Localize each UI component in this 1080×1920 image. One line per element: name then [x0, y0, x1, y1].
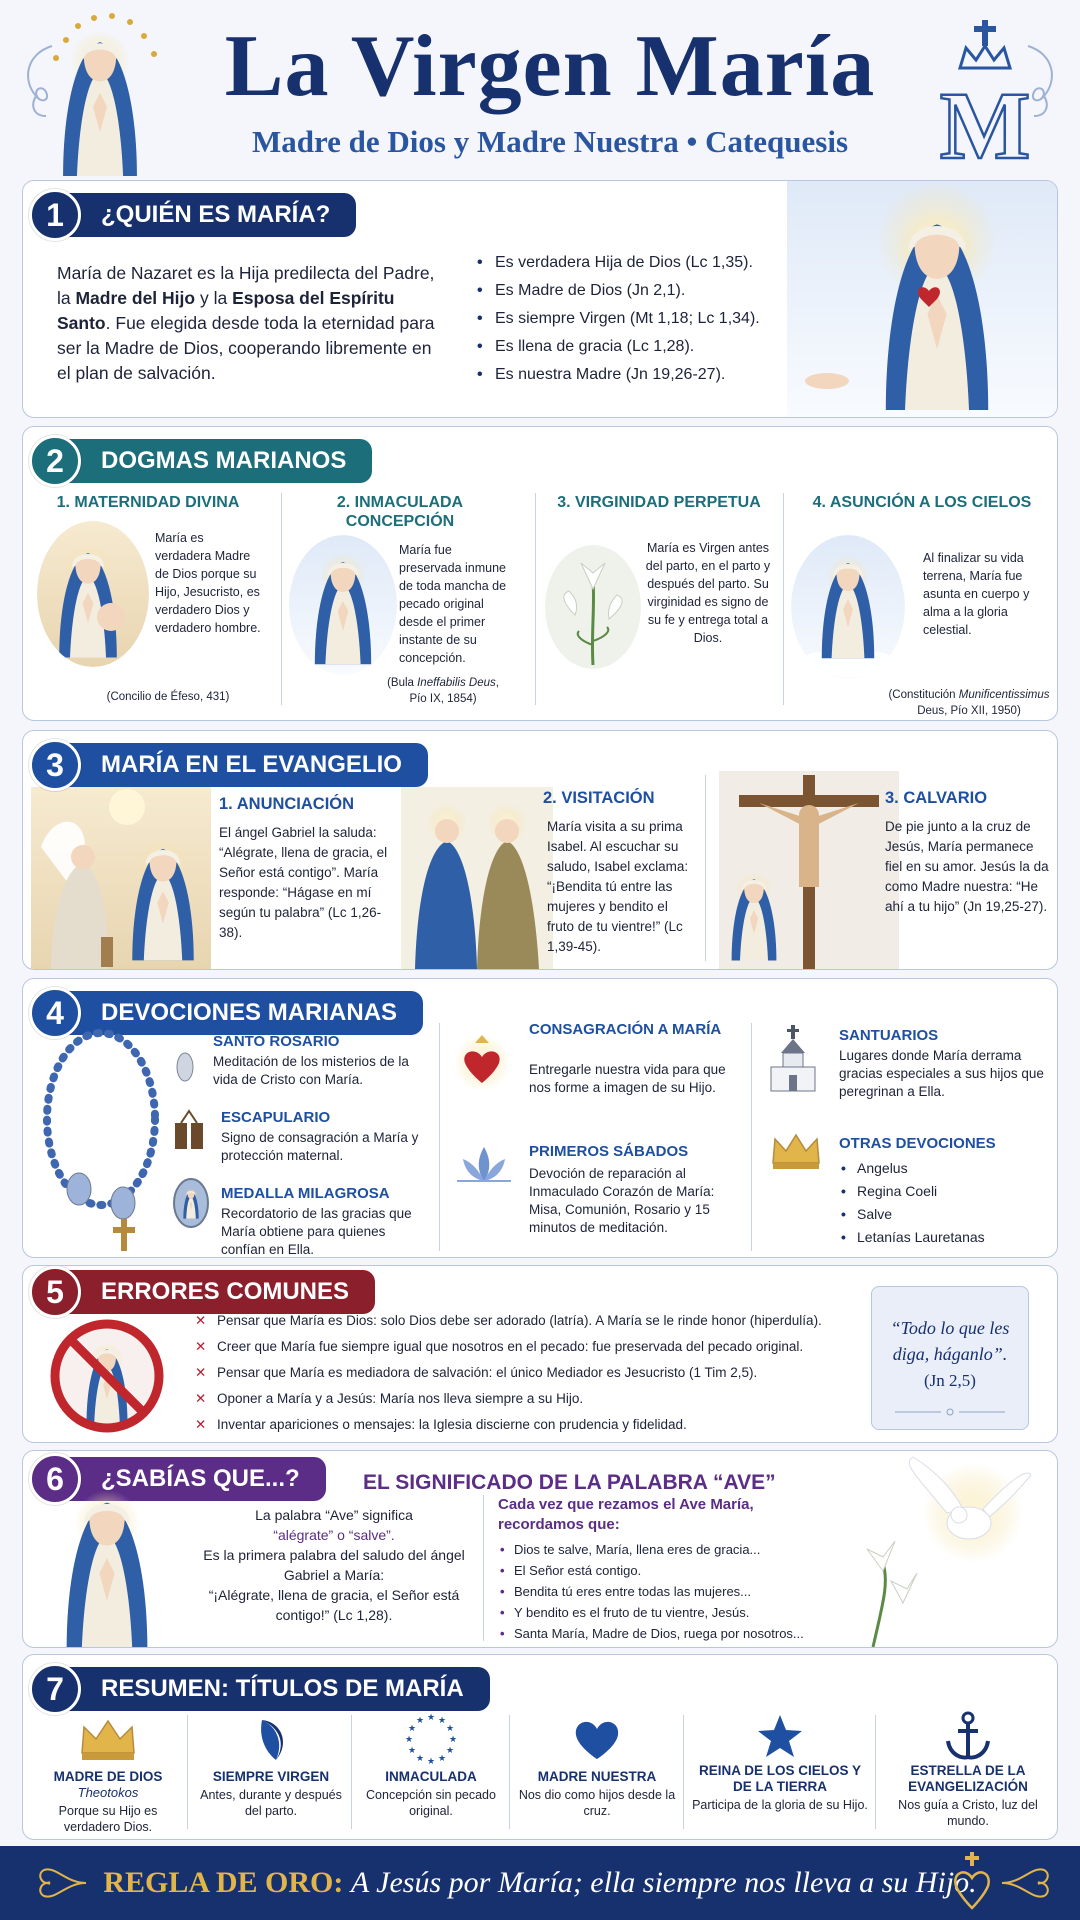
svg-text:★: ★ — [426, 1757, 436, 1766]
gospel-event-text: María visita a su prima Isabel. Al escuchar su saludo, Isabel exclama: “¡Bendita tú entre las mujeres y bendito el fruto de tu vientre!” (Lc 1,39-45). — [547, 819, 689, 954]
column-divider — [535, 493, 536, 705]
devotion-title: CONSAGRACIÓN A MARÍA — [529, 1021, 722, 1038]
annunciation-image — [31, 787, 211, 969]
quote-text: “Todo lo que les diga, háganlo”. — [890, 1318, 1010, 1364]
column-divider — [281, 493, 282, 705]
list-item: • Salve — [839, 1203, 985, 1226]
star-icon — [756, 1713, 804, 1759]
svg-text:★: ★ — [445, 1724, 455, 1734]
dogma-text: María es Virgen antes del parto, en el parto y después del parto. Su virginidad es signo de su fe y entrega total a Dios. — [645, 541, 771, 645]
quote-box — [871, 1286, 1029, 1430]
mary-facts-list — [473, 249, 793, 389]
list-item: • Es Madre de Dios (Jn 2,1). — [473, 277, 793, 305]
dogma-text: María es verdadera Madre de Dios porque su Hijo, Jesucristo, es verdadero Dios y verdadero hombre. — [155, 531, 261, 635]
dogma-immaculate-conception — [289, 493, 511, 713]
title-mother-of-god — [31, 1711, 185, 1834]
title-our-mother — [515, 1711, 679, 1831]
section-marian-devotions — [22, 978, 1058, 1258]
ave-meaning-title: EL SIGNIFICADO DE LA PALABRA “AVE” — [363, 1471, 776, 1494]
title-name: ESTRELLA DE LA EVANGELIZACIÓN — [908, 1763, 1028, 1794]
section-did-you-know — [22, 1450, 1058, 1648]
list-item: • Santa María, Madre de Dios, ruega por nosotros... — [498, 1623, 804, 1644]
svg-text:M: M — [939, 72, 1031, 168]
devotion-title: ESCAPULARIO — [221, 1109, 331, 1126]
column-divider — [751, 1023, 752, 1251]
devotion-title: OTRAS DEVOCIONES — [839, 1135, 996, 1152]
immaculate-heart-icon — [451, 1027, 513, 1095]
svg-text:★: ★ — [448, 1735, 458, 1745]
title-description: Concepción sin pecado original. — [366, 1788, 496, 1818]
section-number: 5 — [29, 1266, 81, 1318]
title-description: Participa de la gloria de su Hijo. — [692, 1798, 868, 1812]
section-title: MARÍA EN EL EVANGELIO — [67, 743, 428, 787]
section-number: 1 — [29, 189, 81, 241]
who-is-mary-text — [57, 261, 437, 386]
dogma-citation: (Constitución Munificentissimus Deus, Pío XII, 1950) — [888, 689, 1050, 717]
miraculous-medal-icon — [171, 1175, 211, 1229]
title-description: Porque su Hijo es verdadero Dios. — [58, 1804, 158, 1834]
list-item: • Y bendito es el fruto de tu vientre, Jesús. — [498, 1602, 804, 1623]
devotion-text: Signo de consagración a María y protección maternal. — [221, 1130, 419, 1163]
devotion-text: Devoción de reparación al Inmaculado Corazón de María: Misa, Comunión, Rosario y 15 minutos de meditación. — [529, 1166, 715, 1235]
svg-text:★: ★ — [437, 1716, 447, 1726]
madonna-child-image — [37, 521, 149, 667]
list-item: • Dios te salve, María, llena eres de gracia... — [498, 1539, 804, 1560]
stars-icon — [404, 1712, 458, 1766]
section-title: DEVOCIONES MARIANAS — [67, 991, 423, 1035]
section-number: 2 — [29, 435, 81, 487]
golden-rule-label: REGLA DE ORO: — [103, 1866, 344, 1899]
dogma-title: 3. VIRGINIDAD PERPETUA — [557, 494, 761, 511]
list-item: • Es llena de gracia (Lc 1,28). — [473, 333, 793, 361]
gospel-event-text: El ángel Gabriel la saluda: “Alégrate, llena de gracia, el Señor está contigo”. María responde: “Hágase en mí según tu palabra” (Lc 1,26-38). — [219, 825, 388, 940]
golden-rule-text — [103, 1866, 976, 1900]
dogma-title: 1. MATERNIDAD DIVINA — [56, 494, 240, 511]
dogma-divine-motherhood — [33, 493, 263, 713]
list-item: ✕ Pensar que María es Dios: solo Dios debe ser adorado (latría). A María se le rinde honor (hiperdulía). — [193, 1308, 822, 1334]
dogma-text: María fue preservada inmune de toda mancha de pecado original desde el primer instante de su concepción. — [399, 543, 507, 665]
dogma-text: Al finalizar su vida terrena, María fue asunta en cuerpo y alma a la gloria celestial. — [923, 551, 1030, 637]
title-name: MADRE DE DIOS — [53, 1769, 163, 1784]
gospel-event-title: 3. CALVARIO — [885, 789, 988, 807]
title-description: Nos dio como hijos desde la cruz. — [518, 1788, 676, 1818]
errors-list — [193, 1308, 822, 1438]
section-titles-summary — [22, 1654, 1058, 1840]
ave-explanation: La palabra “Ave” significa “alégrate” o “salve”. Es la primera palabra del saludo del ángel Gabriel a María: “¡Alégrate, llena de gracia, el Señor está contigo!” (Lc 1,28). — [203, 1507, 465, 1623]
dogma-title: 2. INMACULADA CONCEPCIÓN — [336, 494, 464, 530]
intro-line-1: María de Nazaret es la Hija predilecta del Padre, — [57, 263, 435, 283]
title-ever-virgin — [193, 1711, 349, 1831]
list-item: • Angelus — [839, 1157, 985, 1180]
intro-line-3: Fue elegida desde toda la eternidad para ser la Madre de Dios, cooperando libremente en el plan de salvación. — [57, 313, 435, 383]
list-item: • Es nuestra Madre (Jn 19,26-27). — [473, 361, 793, 389]
list-item: ✕ Creer que María fue siempre igual que nosotros en el pecado: fue preservada del pecado original. — [193, 1334, 822, 1360]
crown-icon — [78, 1715, 138, 1763]
list-item: • El Señor está contigo. — [498, 1560, 804, 1581]
header — [0, 0, 1080, 176]
flourish-left-ornament — [36, 1856, 90, 1910]
gospel-event-text: De pie junto a la cruz de Jesús, María permanece fiel en su amor. Jesús la da como Madre nuestra: “He ahí a tu hijo” (Jn 19,25-27). — [885, 819, 1049, 914]
section-title: ¿SABÍAS QUE...? — [67, 1457, 326, 1501]
devotion-text: Meditación de los misterios de la vida de Cristo con María. — [213, 1054, 409, 1087]
title-star-of-evangelization — [881, 1711, 1055, 1831]
section-header — [29, 1663, 490, 1715]
column-divider — [705, 775, 706, 961]
devotion-text: Lugares donde María derrama gracias especiales a sus hijos que peregrinan a Ella. — [839, 1048, 1044, 1099]
page-title: La Virgen María — [224, 18, 876, 115]
lotus-icon — [453, 1141, 515, 1187]
immaculate-image — [289, 535, 397, 675]
title-description: Nos guía a Cristo, luz del mundo. — [898, 1798, 1038, 1828]
gospel-event-title: 1. ANUNCIACIÓN — [219, 795, 355, 813]
devotion-text: Recordatorio de las gracias que María obtiene para quienes confían en Ella. — [221, 1206, 412, 1257]
column-divider — [509, 1715, 510, 1829]
column-divider — [187, 1715, 188, 1829]
section-title: ¿QUIÉN ES MARÍA? — [67, 193, 356, 237]
flourish-right-ornament — [998, 1856, 1052, 1910]
dogma-citation: (Bula Ineffabilis Deus, Pío IX, 1854) — [387, 677, 499, 705]
gospel-event-title: 2. VISITACIÓN — [543, 789, 655, 807]
dogma-assumption — [791, 493, 1053, 717]
golden-rule-footer — [0, 1846, 1080, 1920]
visitation-image — [401, 787, 553, 969]
section-number: 6 — [29, 1453, 81, 1505]
list-item: • Bendita tú eres entre todas las mujeres... — [498, 1581, 804, 1602]
svg-text:★: ★ — [407, 1746, 417, 1756]
column-divider — [351, 1715, 352, 1829]
devotion-title: PRIMEROS SÁBADOS — [529, 1143, 689, 1160]
title-name: INMACULADA — [385, 1769, 477, 1784]
title-immaculate — [357, 1711, 505, 1831]
moon-icon — [246, 1714, 296, 1764]
dogma-title: 4. ASUNCIÓN A LOS CIELOS — [812, 494, 1032, 511]
section-number: 7 — [29, 1663, 81, 1715]
title-name: SIEMPRE VIRGEN — [212, 1769, 330, 1784]
svg-text:★: ★ — [426, 1713, 436, 1723]
list-item: ✕ Oponer a María y a Jesús: María nos lleva siempre a su Hijo. — [193, 1386, 822, 1412]
flourish-right-ornament — [1020, 40, 1064, 120]
title-name: REINA DE LOS CIELOS Y DE LA TIERRA — [698, 1763, 862, 1794]
title-name: MADRE NUESTRA — [537, 1769, 657, 1784]
crown-icon — [769, 1129, 823, 1171]
list-item: • Es verdadera Hija de Dios (Lc 1,35). — [473, 249, 793, 277]
anchor-icon — [944, 1711, 992, 1761]
ave-prayer-list — [498, 1539, 804, 1644]
section-mary-in-gospel — [22, 730, 1058, 970]
column-divider — [483, 1495, 484, 1641]
section-title: RESUMEN: TÍTULOS DE MARÍA — [67, 1667, 490, 1711]
list-item: • Regina Coeli — [839, 1180, 985, 1203]
section-number: 4 — [29, 987, 81, 1039]
prohibited-icon — [47, 1316, 167, 1436]
devotion-title: MEDALLA MILAGROSA — [221, 1185, 390, 1202]
list-item: ✕ Pensar que María es mediadora de salvación: el único Mediador es Jesucristo (1 Tim 2,5). — [193, 1360, 822, 1386]
svg-text:★: ★ — [415, 1716, 425, 1726]
dogma-perpetual-virginity — [543, 493, 775, 713]
list-item: ✕ Inventar apariciones o mensajes: la Iglesia discierne con prudencia y fidelidad. — [193, 1412, 822, 1438]
devotion-title: SANTUARIOS — [839, 1027, 939, 1044]
list-item: • Es siempre Virgen (Mt 1,18; Lc 1,34). — [473, 305, 793, 333]
lily-flower-image — [545, 545, 641, 669]
quote-reference: (Jn 2,5) — [924, 1371, 976, 1390]
column-divider — [683, 1715, 684, 1829]
title-subtitle: Theotokos — [77, 1785, 139, 1800]
calvary-crucifix-image — [719, 771, 899, 969]
section-common-errors — [22, 1265, 1058, 1443]
section-who-is-mary — [22, 180, 1058, 418]
section-header — [29, 189, 356, 241]
divider-ornament — [895, 1407, 1005, 1417]
heart-icon — [572, 1717, 622, 1761]
page-subtitle: Madre de Dios y Madre Nuestra • Catequesis — [251, 124, 849, 159]
golden-rule-statement: A Jesús por María; ella siempre nos lleva a su Hijo. — [350, 1866, 977, 1899]
devotion-title: SANTO ROSARIO — [213, 1033, 340, 1050]
section-marian-dogmas — [22, 426, 1058, 721]
svg-text:★: ★ — [415, 1754, 425, 1764]
dove-lilies-image — [843, 1453, 1057, 1647]
section-title: DOGMAS MARIANOS — [67, 439, 372, 483]
section-number: 3 — [29, 739, 81, 791]
svg-text:★: ★ — [407, 1724, 417, 1734]
ave-prayer-heading: Cada vez que rezamos el Ave María, recordamos que: — [498, 1496, 754, 1533]
mary-sacred-heart-image — [787, 181, 1057, 417]
scapular-icon — [173, 1109, 205, 1151]
column-divider — [875, 1715, 876, 1829]
devotion-text: Entregarle nuestra vida para que nos forme a imagen de su Hijo. — [529, 1062, 726, 1095]
assumption-image — [791, 535, 905, 679]
church-icon — [767, 1023, 819, 1095]
svg-text:★: ★ — [437, 1754, 447, 1764]
mary-portrait-image — [30, 10, 170, 176]
section-title: ERRORES COMUNES — [67, 1270, 375, 1314]
dogma-citation: (Concilio de Éfeso, 431) — [106, 691, 230, 703]
rosary-medal-icon — [175, 1037, 195, 1085]
column-divider — [439, 1023, 440, 1251]
column-divider — [783, 493, 784, 705]
intro-line-2: la Madre del Hijo y la Esposa del Espíritu Santo. — [57, 288, 395, 333]
mary-praying-image — [33, 1485, 183, 1648]
section-header — [29, 739, 428, 791]
title-queen-of-heaven — [689, 1711, 871, 1831]
svg-text:★: ★ — [404, 1735, 414, 1745]
other-devotions-list — [839, 1157, 985, 1249]
sacred-heart-icon — [950, 1850, 994, 1916]
list-item: • Letanías Lauretanas — [839, 1226, 985, 1249]
section-header — [29, 435, 372, 487]
title-description: Antes, durante y después del parto. — [200, 1788, 342, 1818]
rosary-icon — [37, 1029, 167, 1255]
svg-text:★: ★ — [445, 1746, 455, 1756]
